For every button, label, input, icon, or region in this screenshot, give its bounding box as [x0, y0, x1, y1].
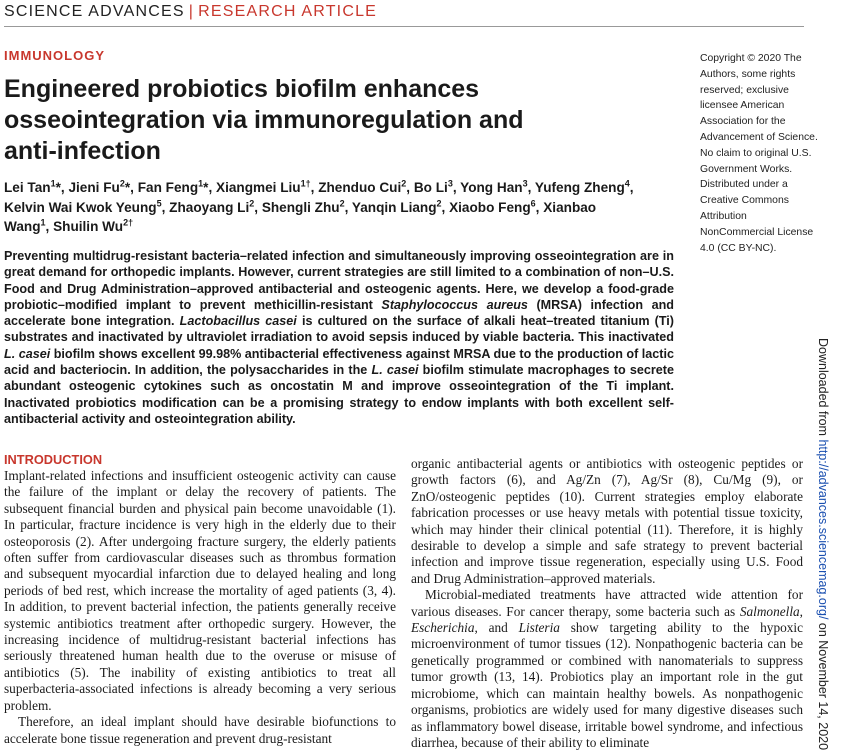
- author: Bo Li$^3$: [413, 178, 453, 195]
- author-affiliation: 4: [624, 178, 630, 189]
- article-type: RESEARCH ARTICLE: [198, 3, 378, 20]
- author-affiliation: 2: [249, 197, 255, 208]
- author-affiliation: 3: [522, 178, 528, 189]
- author: Yufeng Zheng$^4$: [534, 178, 630, 195]
- paragraph: organic antibacterial agents or antibiotics with osteogenic peptides or growth factors (6), and Ag/Zn (7), Ag/Sr (8), Cu/Mg (9), or ZnO/osteogenic peptides (10). Current strategies employ elaborate fabrication processes or use heavy metals with potential tissue toxicity, which may hinder their clinical potential (11). Therefore, it is highly desirable to develop a simple and safe strategy to prevent bacterial infection and improve tissue regeneration, especially using U.S. Food and Drug Administration–approved materials.: [411, 456, 803, 586]
- body-column-right: [411, 456, 803, 751]
- section-tag: IMMUNOLOGY: [4, 48, 105, 63]
- author-affiliation: 2: [339, 197, 345, 208]
- author: Zhaoyang Li$^2$: [169, 197, 255, 215]
- body-column-left: [4, 452, 396, 747]
- author-affiliation: 2†: [123, 217, 134, 228]
- author: Jieni Fu$^2$*: [68, 178, 131, 195]
- download-sidebar: [816, 338, 840, 751]
- author: Yanqin Liang$^2$: [351, 197, 442, 215]
- paragraph: Microbial-mediated treatments have attracted wide attention for various diseases. For cancer therapy, some bacteria such as Salmonella, Escherichia, and Listeria show targeting ability to the hypoxic microenvironment of tumor tissues (12). Nonpathogenic bacteria can be genetically programmed or combined with nanomaterials to suppress tumor growth (13, 14). Probiotics play an important role in the gut microbiome, which can maintain healthy bowels. As nonpathogenic organisms, probiotics are widely used for many digestive diseases such as inflammatory bowel disease, irritable bowel syndrome, and infectious diarrhea, because of their ability to eliminate: [411, 587, 803, 750]
- journal-name: SCIENCE ADVANCES: [4, 3, 185, 20]
- author: Yong Han$^3$: [460, 178, 528, 195]
- author: Xiangmei Liu$^{1\dagger}$: [216, 178, 311, 195]
- download-link[interactable]: http://advances.sciencemag.org/: [816, 439, 830, 620]
- header-divider: [4, 26, 804, 27]
- article-title: Engineered probiotics biofilm enhances osseointegration via immunoregulation and anti-infection: [4, 75, 524, 165]
- author-affiliation: 3: [447, 178, 453, 189]
- author: Zhenduo Cui$^2$: [318, 178, 407, 195]
- download-notice: Downloaded from http://advances.sciencemag.org/ on November 14, 2020: [816, 338, 830, 751]
- journal-header: [4, 3, 377, 21]
- author-affiliation: 5: [156, 197, 162, 208]
- author: Lei Tan$^1$*: [4, 178, 61, 195]
- author-affiliation: 1†: [300, 178, 311, 189]
- author-affiliation: 1: [50, 178, 56, 189]
- author-affiliation: 2: [436, 197, 442, 208]
- author-affiliation: 6: [530, 197, 536, 208]
- author: Xianbao Wang$^1$: [4, 199, 597, 234]
- author: Fan Feng$^1$*: [137, 178, 209, 195]
- author: Shengli Zhu$^2$: [261, 197, 345, 215]
- author-list: Lei Tan$^1$*, Jieni Fu$^2$*, Fan Feng$^1$*, Xiangmei Liu$^{1\dagger}$, Zhenduo Cui$^2$, Bo Li$^3$, Yong Han$^3$, Yufeng Zheng$^4$, Kelvin Wai Kwok Yeung$^5$, Zhaoyang Li$^2$, Shengli Zhu$^2$, Yanqin Liang$^2$, Xiaobo Feng$^6$, Xianbao Wang$^1$, Shuilin $Wu^{2\dagger}$: [4, 178, 634, 234]
- paragraph: Therefore, an ideal implant should have desirable biofunctions to accelerate bone tissue regeneration and prevent drug-resistant: [4, 714, 396, 746]
- abstract: Preventing multidrug-resistant bacteria–related infection and simultaneously improving osseointegration are in great demand for orthopedic implants. However, current strategies are still limited to a combination of non–U.S. Food and Drug Administration–approved antibacterial and osteogenic agents. Here, we develop a food-grade probiotic–modified implant to prevent methicillin-resistant Staphylococcus aureus (MRSA) infection and accelerate bone integration. Lactobacillus casei is cultured on the surface of alkali heat–treated titanium (Ti) substrates and inactivated by ultraviolet irradiation to avoid sepsis induced by viable bacteria. This inactivated L. casei biofilm shows excellent 99.98% antibacterial effectiveness against MRSA due to the production of lactic acid and bacteriocin. In addition, the polysaccharides in the L. casei biofilm stimulate macrophages to secrete abundant osteogenic cytokines such as oncostatin M and improve osseointegration of the Ti implant. Inactivated probiotics modification can be a promising strategy to endow implants with both excellent self-antibacterial activity and osteointegration ability.: [4, 249, 674, 426]
- author: Xiaobo Feng$^6$: [449, 197, 536, 215]
- author-affiliation: 1: [198, 178, 204, 189]
- copyright-notice: Copyright © 2020 The Authors, some rights reserved; exclusive licensee American Association for the Advancement of Science. No claim to original U.S. Government Works. Distributed under a Creative Commons Attribution NonCommercial License 4.0 (CC BY-NC).: [700, 53, 818, 254]
- author-affiliation: 1: [40, 217, 46, 228]
- author-affiliation: 2: [119, 178, 125, 189]
- author-affiliation: 2: [401, 178, 407, 189]
- paragraph: Implant-related infections and insufficient osteogenic activity can cause the failure of the implant or delay the recovery of patients. The subsequent financial burden and physical pain become unavoidable (1). In particular, fracture incidence is very high in the elderly due to their osteoporosis (2). After undergoing fracture surgery, the elderly patients often suffer from cardiovascular diseases such as thrombus formation and subsequent myocardial infarction due to delayed healing and long periods of bed rest, which increase the mortality of aged patients (3, 4). In addition, to prevent bacterial infection, the patients generally receive systemic antibiotics treatment after orthopedic surgery. However, the increasing incidence of multidrug-resistant bacterial infections has seriously threatened human health due to the overuse or misuse of antibiotics (5). The inability of existing antibiotics to treat all superbacteria-associated infections is already becoming a very serious problem.: [4, 468, 396, 713]
- author: Kelvin Wai Kwok Yeung$^5$: [4, 197, 162, 215]
- introduction-heading: INTRODUCTION: [4, 452, 103, 467]
- author: Shuilin $Wu^{2\dagger}$: [53, 217, 134, 234]
- header-separator: |: [188, 3, 195, 20]
